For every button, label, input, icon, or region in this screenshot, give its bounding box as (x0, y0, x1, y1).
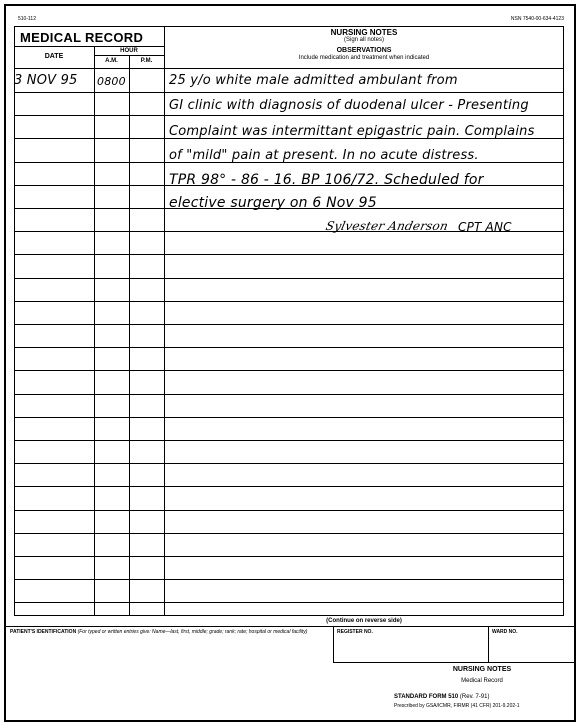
entry-text: of "mild" pain at present. In no acute distress. (169, 148, 479, 163)
continue-note: (Continue on reverse side) (326, 618, 402, 624)
patient-id-note: (For typed or written entries give: Name—last, first, middle; grade; rank; rate; hospital or medical facility) (77, 629, 308, 635)
nursing-notes-form (4, 4, 576, 722)
nsn-number: NSN 7540-00-634-4123 (510, 16, 564, 22)
ruled-line (14, 301, 564, 302)
ruled-line (14, 510, 564, 511)
ward-label: WARD NO. (492, 629, 518, 635)
observations-label: OBSERVATIONS (336, 47, 392, 54)
patient-id-label: PATIENT'S IDENTIFICATION (10, 629, 77, 635)
prescribed-note: Prescribed by GSA/ICMR, FIRMR (41 CFR) 201-9.202-1 (394, 703, 520, 709)
ruled-line (14, 417, 564, 418)
ruled-line (14, 254, 564, 255)
signature: Sylvester Anderson (324, 219, 450, 233)
am-label: A.M. (105, 58, 118, 64)
patient-id-section (10, 629, 330, 635)
entry-text: TPR 98° - 86 - 16. BP 106/72. Scheduled for (169, 172, 484, 188)
ruled-line (14, 394, 564, 395)
record-title: MEDICAL RECORD (20, 30, 144, 45)
form-number: 510-112 (18, 16, 36, 22)
ruled-line (14, 463, 564, 464)
ruled-line (14, 556, 564, 557)
signature-title: CPT ANC (458, 220, 512, 234)
ruled-line (14, 92, 564, 93)
ruled-line (14, 579, 564, 580)
entry-text: 25 y/o white male admitted ambulant from (169, 73, 458, 88)
form-name: NURSING NOTES (452, 666, 512, 673)
entry-am-time: 0800 (97, 75, 126, 88)
ruled-line (14, 347, 564, 348)
form-sub: Medical Record (461, 678, 503, 684)
ruled-line (14, 486, 564, 487)
pm-label: P.M. (140, 58, 153, 64)
ruled-line (14, 602, 564, 603)
hour-label: HOUR (120, 48, 138, 54)
ruled-line (14, 533, 564, 534)
register-label: REGISTER NO. (337, 629, 373, 635)
ruled-line (14, 324, 564, 325)
entry-text: elective surgery on 6 Nov 95 (169, 195, 377, 211)
entry-date: 3 NOV 95 (14, 73, 78, 88)
table-bottom-line (14, 615, 564, 616)
entry-text: Complaint was intermittant epigastric pain. Complains (169, 124, 535, 139)
ruled-line (14, 278, 564, 279)
sign-note: (Sign all notes) (343, 37, 385, 43)
standard-form: STANDARD FORM 510 (Rev. 7-91) (394, 694, 490, 700)
notes-title: NURSING NOTES (330, 28, 398, 37)
date-label: DATE (44, 53, 64, 60)
entry-text: GI clinic with diagnosis of duodenal ulcer - Presenting (169, 98, 529, 113)
ruled-line (14, 440, 564, 441)
observations-sub: Include medication and treatment when indicated (298, 55, 430, 61)
ruled-line (14, 115, 564, 116)
ruled-line (14, 370, 564, 371)
